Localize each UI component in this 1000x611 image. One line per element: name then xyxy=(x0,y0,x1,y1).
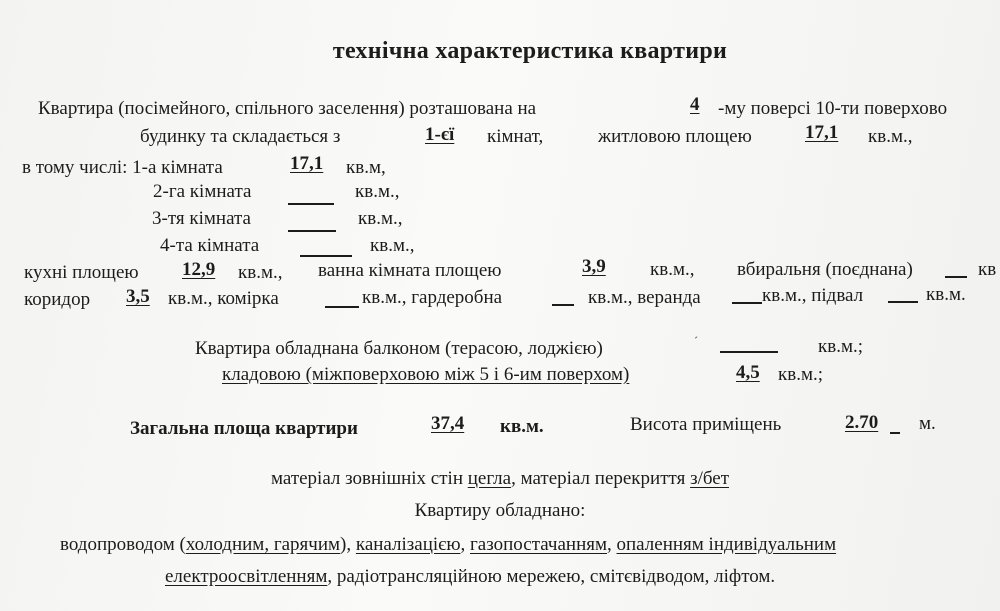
basement-area-blank xyxy=(888,301,918,303)
total-area-value: 37,4 xyxy=(431,413,465,434)
rooms-word: кімнат, xyxy=(487,126,544,147)
room2-area-blank xyxy=(288,203,334,205)
ceiling-height-unit: м. xyxy=(919,413,936,434)
equipment-line-2 xyxy=(165,566,775,588)
equipment-line-1: водопроводом (холодним, гарячим), каналізацією, газопостачанням, опаленням індивідуальним xyxy=(60,534,837,555)
toilet-unit: кв xyxy=(978,259,997,280)
toilet-label: вбиральня (поєднана) xyxy=(737,259,913,280)
room1-unit: кв.м, xyxy=(346,157,386,178)
storage-room-area-value: 4,5 xyxy=(736,362,760,383)
walls-value: цегла xyxy=(467,468,512,489)
rooms-count-value: 1-єї xyxy=(425,124,455,145)
bath-label: ванна кімната площею xyxy=(318,260,502,281)
floor-suffix-text: -му поверсі 10-ти поверхово xyxy=(718,98,948,119)
room1-area-value: 17,1 xyxy=(290,153,324,174)
total-area-unit: кв.м. xyxy=(500,416,544,437)
corridor-area-value: 3,5 xyxy=(126,286,150,307)
floors-prefix: , матеріал перекриття xyxy=(511,468,686,489)
apartment-location-text: Квартира (посімейного, спільного заселення) розташована на xyxy=(38,98,537,119)
gas-value: газопостачанням xyxy=(470,534,608,555)
veranda-area-blank xyxy=(732,302,762,304)
balcony-area-blank xyxy=(720,351,778,353)
kitchen-label: кухні площею xyxy=(24,262,139,283)
floors-value: з/бет xyxy=(690,468,729,489)
wardrobe-unit: кв.м., веранда xyxy=(588,287,701,308)
storage-unit: кв.м., гардеробна xyxy=(362,287,503,308)
water-value: холодним, гарячим xyxy=(185,534,341,555)
living-area-value: 17,1 xyxy=(805,122,839,143)
ceiling-height-underline-tail xyxy=(890,432,900,434)
water-suffix: ), xyxy=(340,534,352,555)
basement-unit: кв.м. xyxy=(926,284,966,305)
wardrobe-area-blank xyxy=(552,304,574,306)
storage-area-blank xyxy=(325,306,359,308)
room3-unit: кв.м., xyxy=(358,208,403,229)
kitchen-area-value: 12,9 xyxy=(182,259,216,280)
room4-unit: кв.м., xyxy=(370,235,415,256)
balcony-label: Квартира обладнана балконом (терасою, лоджією) xyxy=(195,338,603,359)
corridor-label: коридор xyxy=(24,289,91,310)
living-area-unit: кв.м., xyxy=(868,126,913,147)
room2-unit: кв.м., xyxy=(355,181,400,202)
document-title: технічна характеристика квартири xyxy=(332,38,728,64)
room3-label: 3-тя кімната xyxy=(152,208,251,229)
room4-area-blank xyxy=(300,255,352,257)
veranda-unit: кв.м., підвал xyxy=(762,285,864,306)
bath-area-value: 3,9 xyxy=(582,256,606,277)
sewer-value: каналізацією xyxy=(355,534,461,555)
materials-line xyxy=(0,468,1000,490)
ceiling-height-label: Висота приміщень xyxy=(630,414,782,435)
equipment-rest: , радіотрансляційною мережею, смітєвідводом, ліфтом. xyxy=(327,566,776,587)
heating-value: опаленням індивідуальним xyxy=(616,534,837,555)
building-composition-text: будинку та складається з xyxy=(140,126,341,147)
storage-room-unit: кв.м.; xyxy=(778,364,824,385)
pen-mark: ´ xyxy=(694,334,698,348)
toilet-area-blank xyxy=(945,276,967,278)
balcony-unit: кв.м.; xyxy=(818,336,864,357)
living-area-label: житловою площею xyxy=(598,126,752,147)
walls-prefix: матеріал зовнішніх стін xyxy=(270,468,463,489)
storage-room-label: кладовою (міжповерховою між 5 і 6-им поверхом) xyxy=(222,364,630,385)
electric-value: електроосвітленням xyxy=(165,566,328,587)
room4-label: 4-та кімната xyxy=(160,235,260,256)
room2-label: 2-га кімната xyxy=(153,181,252,202)
total-area-label: Загальна площа квартири xyxy=(130,418,358,439)
room3-area-blank xyxy=(288,230,336,232)
room1-label: в тому числі: 1-а кімната xyxy=(22,157,223,178)
kitchen-unit: кв.м., xyxy=(238,262,283,283)
bath-unit: кв.м., xyxy=(650,259,695,280)
corridor-unit: кв.м., комірка xyxy=(168,288,279,309)
equipment-heading: Квартиру обладнано: xyxy=(414,500,586,521)
ceiling-height-value: 2.70 xyxy=(845,412,879,433)
water-prefix: водопроводом ( xyxy=(60,534,186,555)
floor-value: 4 xyxy=(690,94,700,115)
